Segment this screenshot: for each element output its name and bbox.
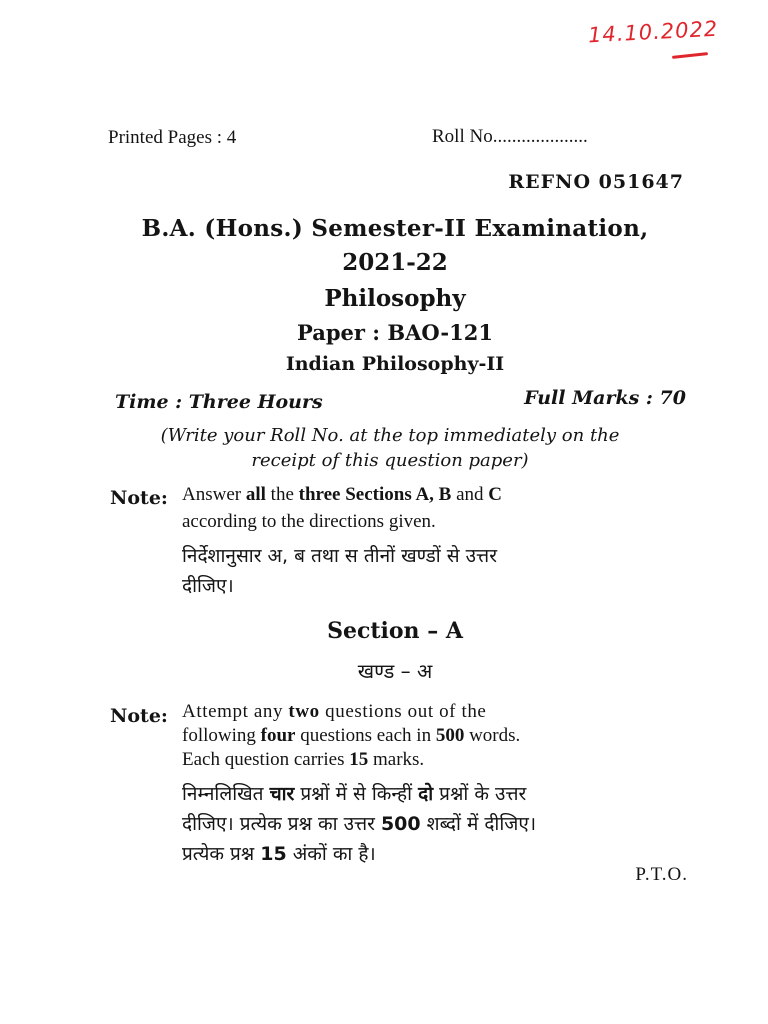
note-english-line-3: Each question carries 15 marks. — [182, 749, 425, 770]
section-a-title: Section – A — [327, 618, 463, 644]
note-hindi-line-2: दीजिए। — [182, 575, 234, 597]
printed-pages: Printed Pages : 4 — [108, 127, 237, 148]
full-marks-label: Full Marks : 70 — [524, 387, 686, 409]
instruction-line-2: receipt of this question paper) — [251, 450, 529, 471]
exam-year: 2021-22 — [342, 249, 448, 276]
section-a-hindi-title: खण्ड – अ — [357, 659, 433, 683]
note-label: Note: — [110, 487, 168, 509]
handwritten-date: 14.10.2022 — [587, 16, 719, 48]
roll-number-field: Roll No.................... — [432, 126, 588, 147]
note-english-line-2: following four questions each in 500 words. — [182, 725, 521, 746]
note-hindi-line-2: दीजिए। प्रत्येक प्रश्न का उत्तर 500 शब्दों में दीजिए। — [182, 813, 537, 835]
note-english-line-2: according to the directions given. — [182, 511, 436, 532]
date-underline — [672, 52, 708, 59]
note-label: Note: — [110, 705, 168, 727]
time-label: Time : Three Hours — [115, 391, 323, 413]
note-hindi-line-1: निर्देशानुसार अ, ब तथा स तीनों खण्डों से उत्तर — [182, 545, 497, 567]
reference-number: REFNO 051647 — [508, 171, 684, 193]
note-english-line-1: Attempt any two questions out of the — [182, 701, 487, 722]
instruction-line-1: (Write your Roll No. at the top immediately on the — [160, 425, 620, 446]
subject-title: Philosophy — [324, 285, 466, 312]
please-turn-over: P.T.O. — [635, 864, 688, 885]
course-title: Indian Philosophy-II — [285, 353, 505, 375]
paper-code: Paper : BAO-121 — [297, 320, 493, 345]
note-english-line-1: Answer all the three Sections A, B and C — [182, 484, 503, 505]
exam-title: B.A. (Hons.) Semester-II Examination, — [141, 215, 649, 242]
note-hindi-line-3: प्रत्येक प्रश्न 15 अंकों का है। — [182, 843, 376, 865]
note-hindi-line-1: निम्नलिखित चार प्रश्नों में से किन्हीं दो प्रश्नों के उत्तर — [182, 783, 527, 805]
